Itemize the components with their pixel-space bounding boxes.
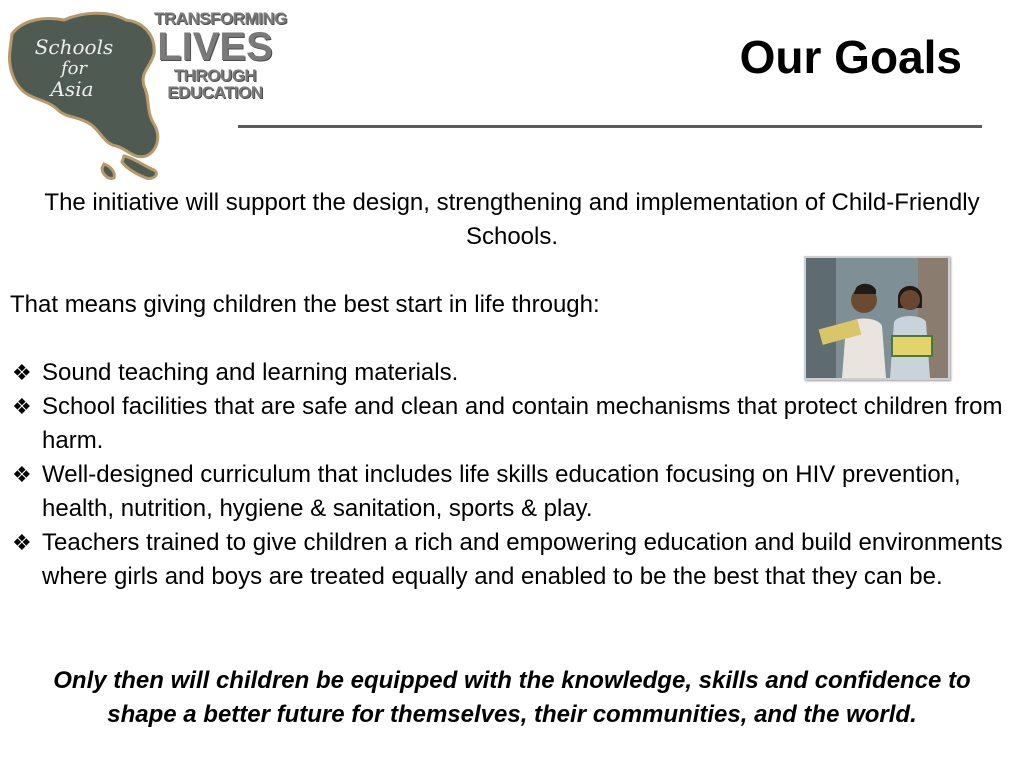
- diamond-bullet-icon: ❖: [12, 360, 32, 385]
- tagline-line-4: EDUCATION: [167, 83, 263, 102]
- list-item-text: School facilities that are safe and clean and contain mechanisms that protect children from harm.: [42, 393, 1003, 454]
- list-item: [12, 390, 1012, 458]
- list-item: [12, 356, 1012, 390]
- list-item: [12, 526, 1012, 594]
- list-item: [12, 458, 1012, 526]
- logo-map-word-2: for: [60, 58, 88, 79]
- goals-list: [12, 356, 1012, 594]
- diamond-bullet-icon: ❖: [12, 462, 32, 487]
- title-divider: [238, 125, 982, 128]
- list-item-text: Well-designed curriculum that includes life skills education focusing on HIV prevention, health, nutrition, hygiene & sanitation, sports & play.: [42, 461, 961, 522]
- list-item-text: Teachers trained to give children a rich and empowering education and build environments where girls and boys are treated equally and enabled to be the best that they can be.: [42, 529, 1003, 590]
- diamond-bullet-icon: ❖: [12, 394, 32, 419]
- page-title: Our Goals: [739, 31, 962, 83]
- logo-tagline: [154, 9, 287, 102]
- logo-map-word-1: Schools: [34, 35, 114, 59]
- tagline-line-2: LIVES: [157, 25, 273, 69]
- closing-statement: Only then will children be equipped with the knowledge, skills and confidence to shape a better future for themselves, their communities, and the world.: [53, 667, 971, 728]
- schools-for-asia-logo: [4, 6, 287, 186]
- tagline-line-3: THROUGH: [173, 66, 257, 85]
- logo-map-word-3: Asia: [50, 77, 94, 101]
- tagline-line-1: TRANSFORMING: [154, 9, 287, 28]
- asia-map-icon: [4, 6, 164, 186]
- list-item-text: Sound teaching and learning materials.: [42, 359, 459, 386]
- diamond-bullet-icon: ❖: [12, 530, 32, 555]
- intro-paragraph: The initiative will support the design, strengthening and implementation of Child-Friendly Schools.: [44, 189, 980, 250]
- means-paragraph: That means giving children the best start in life through:: [10, 291, 600, 318]
